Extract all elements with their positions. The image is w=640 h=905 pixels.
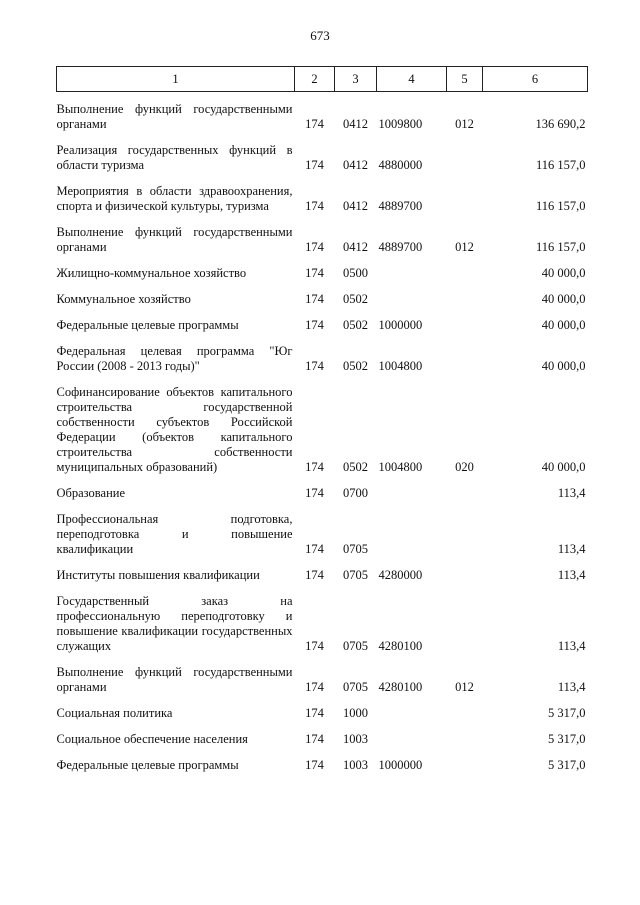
- cell-target-code: 4280100: [378, 680, 423, 694]
- header-col-3: 3: [335, 67, 377, 92]
- cell-expense-type: 012: [455, 240, 474, 254]
- cell-section-code: 0502: [343, 460, 368, 474]
- cell-name: Социальная политика: [56, 706, 173, 720]
- cell-admin-code: 174: [305, 240, 324, 254]
- cell-target-code: 1000000: [378, 318, 423, 332]
- cell-section-code: 0502: [343, 318, 368, 332]
- cell-admin-code: 174: [305, 639, 324, 653]
- cell-name: Федеральные целевые программы: [56, 318, 239, 332]
- header-col-5: 5: [447, 67, 483, 92]
- cell-name: Выполнение функций государственными органами: [56, 665, 293, 694]
- cell-admin-code: 174: [305, 680, 324, 694]
- cell-admin-code: 174: [305, 199, 324, 213]
- cell-amount: 40 000,0: [541, 359, 586, 373]
- cell-expense-type: [447, 174, 483, 215]
- cell-expense-type: [447, 748, 483, 774]
- table-row: [57, 722, 588, 748]
- cell-admin-code: 174: [305, 460, 324, 474]
- table-row: [57, 375, 588, 476]
- cell-section-code: 0705: [343, 680, 368, 694]
- cell-admin-code: 174: [305, 117, 324, 131]
- cell-target-code: 1004800: [378, 460, 423, 474]
- cell-expense-type: [447, 558, 483, 584]
- cell-admin-code: 174: [305, 542, 324, 556]
- cell-target-code: [377, 502, 447, 558]
- cell-target-code: 1000000: [378, 758, 423, 772]
- header-col-6: 6: [483, 67, 588, 92]
- cell-expense-type: [447, 256, 483, 282]
- cell-section-code: 0412: [343, 199, 368, 213]
- table-row: [57, 92, 588, 134]
- cell-section-code: 1003: [343, 758, 368, 772]
- cell-admin-code: 174: [305, 486, 324, 500]
- cell-target-code: 4889700: [378, 199, 423, 213]
- cell-name: Профессиональная подготовка, переподготовка и повышение квалификации: [56, 512, 293, 556]
- cell-amount: 113,4: [557, 486, 586, 500]
- cell-amount: 40 000,0: [541, 460, 586, 474]
- cell-expense-type: [447, 308, 483, 334]
- cell-target-code: [377, 282, 447, 308]
- cell-section-code: 0700: [343, 486, 368, 500]
- cell-admin-code: 174: [305, 758, 324, 772]
- cell-expense-type: [447, 502, 483, 558]
- table-row: [57, 133, 588, 174]
- cell-section-code: 0705: [343, 568, 368, 582]
- cell-admin-code: 174: [305, 706, 324, 720]
- cell-amount: 40 000,0: [541, 266, 586, 280]
- cell-amount: 116 157,0: [535, 158, 586, 172]
- cell-amount: 116 157,0: [535, 240, 586, 254]
- cell-section-code: 0705: [343, 639, 368, 653]
- cell-admin-code: 174: [305, 568, 324, 582]
- cell-expense-type: [447, 334, 483, 375]
- cell-expense-type: 020: [455, 460, 474, 474]
- cell-section-code: 1000: [343, 706, 368, 720]
- cell-admin-code: 174: [305, 292, 324, 306]
- table-row: [57, 282, 588, 308]
- cell-target-code: [377, 476, 447, 502]
- cell-name: Реализация государственных функций в области туризма: [56, 143, 293, 172]
- cell-target-code: 4880000: [378, 158, 423, 172]
- cell-target-code: [377, 722, 447, 748]
- cell-target-code: [377, 696, 447, 722]
- cell-amount: 5 317,0: [548, 706, 586, 720]
- cell-section-code: 0412: [343, 158, 368, 172]
- cell-expense-type: [447, 722, 483, 748]
- cell-expense-type: [447, 584, 483, 655]
- table-row: [57, 558, 588, 584]
- cell-name: Государственный заказ на профессиональную переподготовку и повышение квалификации государственных служащих: [56, 594, 293, 653]
- cell-target-code: 4889700: [378, 240, 423, 254]
- cell-amount: 5 317,0: [548, 758, 586, 772]
- table-row: [57, 308, 588, 334]
- header-row: [57, 67, 588, 92]
- cell-name: Выполнение функций государственными органами: [56, 102, 293, 131]
- cell-target-code: 1009800: [378, 117, 423, 131]
- cell-amount: 116 157,0: [535, 199, 586, 213]
- table-row: [57, 334, 588, 375]
- cell-name: Выполнение функций государственными органами: [56, 225, 293, 254]
- cell-admin-code: 174: [305, 359, 324, 373]
- cell-amount: 113,4: [557, 542, 586, 556]
- cell-section-code: 0502: [343, 359, 368, 373]
- cell-amount: 113,4: [557, 639, 586, 653]
- cell-amount: 113,4: [557, 568, 586, 582]
- budget-table: [56, 66, 588, 774]
- cell-expense-type: [447, 476, 483, 502]
- cell-name: Социальное обеспечение населения: [56, 732, 248, 746]
- cell-section-code: 0412: [343, 240, 368, 254]
- page-number: 673: [310, 28, 330, 43]
- cell-expense-type: 012: [455, 117, 474, 131]
- header-col-4: 4: [377, 67, 447, 92]
- cell-name: Федеральные целевые программы: [56, 758, 239, 772]
- cell-section-code: 0705: [343, 542, 368, 556]
- table-row: [57, 502, 588, 558]
- table-row: [57, 476, 588, 502]
- cell-name: Федеральная целевая программа "Юг России (2008 - 2013 годы)": [56, 344, 293, 373]
- cell-amount: 5 317,0: [548, 732, 586, 746]
- cell-amount: 40 000,0: [541, 292, 586, 306]
- cell-name: Институты повышения квалификации: [56, 568, 260, 582]
- header-col-2: 2: [295, 67, 335, 92]
- cell-admin-code: 174: [305, 266, 324, 280]
- table-row: [57, 696, 588, 722]
- table-header: [57, 67, 588, 92]
- cell-name: Образование: [56, 486, 126, 500]
- cell-name: Жилищно-коммунальное хозяйство: [56, 266, 247, 280]
- table-row: [57, 584, 588, 655]
- cell-section-code: 0412: [343, 117, 368, 131]
- table-body: [57, 92, 588, 775]
- cell-section-code: 0500: [343, 266, 368, 280]
- cell-expense-type: [447, 133, 483, 174]
- cell-amount: 113,4: [557, 680, 586, 694]
- cell-target-code: [377, 256, 447, 282]
- table-row: [57, 655, 588, 696]
- cell-target-code: 1004800: [378, 359, 423, 373]
- cell-section-code: 1003: [343, 732, 368, 746]
- cell-target-code: 4280000: [378, 568, 423, 582]
- cell-section-code: 0502: [343, 292, 368, 306]
- cell-name: Софинансирование объектов капитального строительства государственной собственности субъектов Российской Федерации (объектов капитального строительства собственности муниципальных образований): [56, 385, 293, 474]
- cell-expense-type: [447, 282, 483, 308]
- table-row: [57, 215, 588, 256]
- header-col-1: 1: [57, 67, 295, 92]
- cell-admin-code: 174: [305, 318, 324, 332]
- table-row: [57, 748, 588, 774]
- cell-name: Мероприятия в области здравоохранения, спорта и физической культуры, туризма: [56, 184, 293, 213]
- table-row: [57, 174, 588, 215]
- cell-name: Коммунальное хозяйство: [56, 292, 191, 306]
- cell-amount: 136 690,2: [535, 117, 586, 131]
- cell-admin-code: 174: [305, 732, 324, 746]
- cell-expense-type: [447, 696, 483, 722]
- cell-amount: 40 000,0: [541, 318, 586, 332]
- cell-target-code: 4280100: [378, 639, 423, 653]
- cell-admin-code: 174: [305, 158, 324, 172]
- table-row: [57, 256, 588, 282]
- cell-expense-type: 012: [455, 680, 474, 694]
